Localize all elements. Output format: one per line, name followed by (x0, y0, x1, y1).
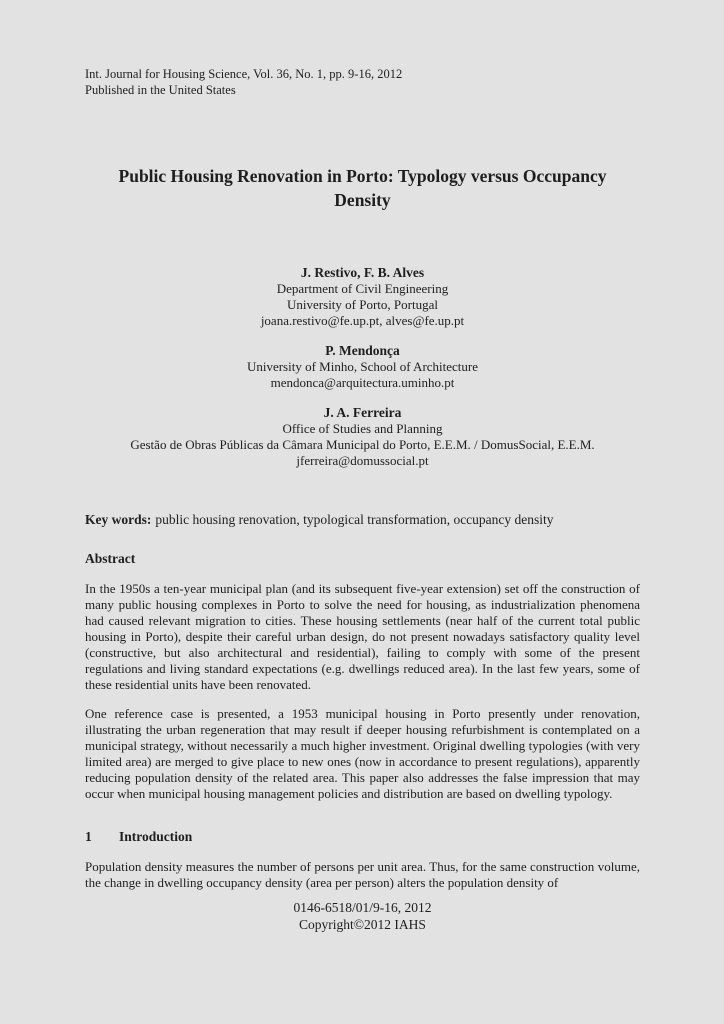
paper-title: Public Housing Renovation in Porto: Typology versus Occupancy Density (118, 166, 607, 210)
author-emails: joana.restivo@fe.up.pt, alves@fe.up.pt (260, 313, 465, 328)
author-names: P. Mendonça (325, 343, 400, 358)
author-emails: mendonca@arquitectura.uminho.pt (270, 375, 455, 390)
footer-copyright: Copyright©2012 IAHS (299, 917, 426, 932)
page-footer (85, 899, 640, 933)
introduction-paragraph-1: Population density measures the number of persons per unit area. Thus, for the same construction volume, the change in dwelling occupancy density (area per person) alters the population density of (85, 859, 640, 890)
author-names: J. A. Ferreira (323, 405, 402, 420)
author-emails: jferreira@domussocial.pt (296, 453, 429, 468)
author-block-restivo-alves (85, 264, 640, 329)
authors-section (85, 264, 640, 469)
abstract-paragraph-2: One reference case is presented, a 1953 municipal housing in Porto presently under renovation, illustrating the urban regeneration that may result if deeper housing refurbishment is contemplated on a municipal strategy, without necessarily a much higher investment. Original dwelling typologies (with very limited area) are merged to give place to new ones (now in accordance to present regulations), apparently reducing population density of the related area. This paper also addresses the false impression that may occur when municipal housing management policies and distribution are based on dwelling typology. (85, 706, 640, 801)
section-1-heading (85, 828, 640, 845)
journal-citation: Int. Journal for Housing Science, Vol. 36, No. 1, pp. 9-16, 2012 (85, 67, 403, 81)
author-affiliation: Department of Civil Engineering (276, 281, 449, 296)
author-names: J. Restivo, F. B. Alves (300, 265, 425, 280)
journal-published-in: Published in the United States (85, 83, 236, 97)
footer-issn: 0146-6518/01/9-16, 2012 (293, 900, 432, 915)
keywords-label: Key words: (85, 512, 152, 527)
author-block-ferreira (85, 404, 640, 469)
author-affiliation: Office of Studies and Planning (282, 421, 443, 436)
keywords-text: public housing renovation, typological transformation, occupancy density (155, 512, 554, 527)
section-title: Introduction (119, 829, 193, 844)
section-number: 1 (85, 829, 92, 844)
abstract-paragraph-1: In the 1950s a ten-year municipal plan (and its subsequent five-year extension) set off the construction of many public housing complexes in Porto to solve the need for housing, as industrialization phenomena had caused relevant migration to cities. These housing settlements (near half of the current total public housing in Porto), despite their careful urban design, do not present nowadays satisfactory quality level (constructive, but also architectural and residential), failing to comply with some of the present regulations and living standard expectations (e.g. dwellings reduced area). In the last few years, some of these residential units have been renovated. (85, 581, 640, 692)
abstract-heading: Abstract (85, 551, 136, 566)
author-affiliation: University of Minho, School of Architecture (246, 359, 479, 374)
keywords-line (85, 511, 640, 528)
journal-header (85, 66, 640, 98)
author-affiliation: University of Porto, Portugal (287, 297, 438, 312)
author-affiliation: Gestão de Obras Públicas da Câmara Municipal do Porto, E.E.M. / DomusSocial, E.E.M. (130, 437, 595, 452)
author-block-mendonca (85, 342, 640, 391)
